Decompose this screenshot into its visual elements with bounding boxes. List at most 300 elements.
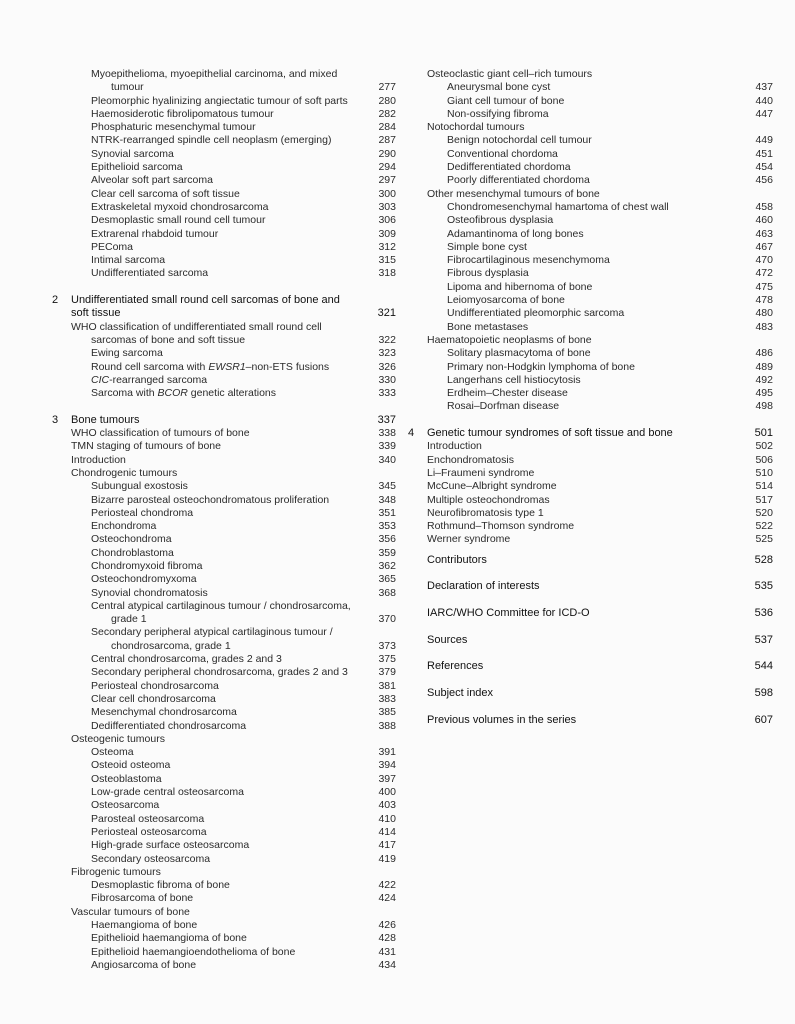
- toc-page-number: 463: [755, 227, 773, 240]
- toc-entry-title: chondrosarcoma, grade 1: [111, 639, 231, 652]
- toc-page-number: 492: [755, 373, 773, 386]
- toc-entry-title: Giant cell tumour of bone: [447, 94, 565, 107]
- toc-entry: [71, 600, 396, 613]
- toc-entry-title: Other mesenchymal tumours of bone: [427, 187, 600, 200]
- toc-entry-title: Adamantinoma of long bones: [447, 227, 584, 240]
- toc-entry-title: References: [427, 660, 484, 673]
- toc-page-number: 340: [378, 453, 396, 466]
- toc-entry-title: Chondromyxoid fibroma: [91, 559, 203, 572]
- toc-entry: [71, 653, 396, 666]
- toc-entry-title: Dedifferentiated chordoma: [447, 161, 571, 174]
- toc-entry-title: Osteoblastoma: [91, 772, 162, 785]
- toc-page-number: 388: [378, 719, 396, 732]
- toc-entry: [71, 454, 396, 467]
- toc-entry: [427, 533, 773, 546]
- toc-entry-title: Synovial sarcoma: [91, 147, 174, 160]
- toc-right-column: [408, 68, 773, 734]
- toc-entry: [427, 214, 773, 227]
- toc-entry: [71, 932, 396, 945]
- toc-page-number: 517: [755, 493, 773, 506]
- toc-page-number: 514: [755, 480, 773, 493]
- toc-entry-title: Central chondrosarcoma, grades 2 and 3: [91, 653, 282, 666]
- toc-entry: [71, 786, 396, 799]
- toc-page-number: 315: [378, 254, 396, 267]
- toc-page-number: 330: [378, 373, 396, 386]
- toc-entry-title: Introduction: [71, 453, 126, 466]
- toc-page-number: 510: [755, 466, 773, 479]
- toc-entry-title: Central atypical cartilaginous tumour / chondrosarcoma,: [91, 599, 351, 612]
- toc-page-number: 506: [755, 453, 773, 466]
- toc-page-number: 544: [754, 660, 773, 673]
- toc-entry: [71, 853, 396, 866]
- toc-entry-title: Osteofibrous dysplasia: [447, 214, 554, 227]
- toc-entry-title: Low-grade central osteosarcoma: [91, 786, 244, 799]
- toc-entry: [427, 161, 773, 174]
- toc-entry: [71, 201, 396, 214]
- toc-page-number: 379: [378, 666, 396, 679]
- toc-page-number: 385: [378, 706, 396, 719]
- toc-entry-title: Langerhans cell histiocytosis: [447, 373, 581, 386]
- toc-page-number: 353: [378, 520, 396, 533]
- toc-entry-title: Angiosarcoma of bone: [91, 958, 197, 971]
- toc-entry: [71, 813, 396, 826]
- toc-entry: [71, 946, 396, 959]
- toc-page-number: 428: [378, 932, 396, 945]
- toc-entry: [71, 587, 396, 600]
- chapter-number: 3: [52, 413, 59, 426]
- toc-entry-title: WHO classification of tumours of bone: [71, 427, 250, 440]
- toc-entry-title: Bone tumours: [71, 413, 140, 426]
- toc-entry: [71, 906, 396, 919]
- toc-entry: [427, 440, 773, 453]
- toc-entry-title: Secondary peripheral atypical cartilaginous tumour /: [91, 626, 333, 639]
- toc-page-number: 312: [378, 240, 396, 253]
- toc-page-number: 480: [755, 307, 773, 320]
- toc-page-number: 522: [755, 520, 773, 533]
- toc-entry-title: Parosteal osteosarcoma: [91, 812, 205, 825]
- toc-page-number: 321: [377, 307, 396, 320]
- toc-page-number: 300: [378, 187, 396, 200]
- toc-entry-title: Osteoclastic giant cell–rich tumours: [427, 68, 593, 80]
- toc-page-number: 417: [378, 839, 396, 852]
- toc-page-number: 383: [378, 692, 396, 705]
- toc-page-number: 449: [755, 134, 773, 147]
- toc-entry-title: Haematopoietic neoplasms of bone: [427, 333, 592, 346]
- toc-entry: [71, 241, 396, 254]
- toc-page-number: 456: [755, 174, 773, 187]
- toc-entry: [427, 307, 773, 320]
- toc-entry: [427, 201, 773, 214]
- toc-entry-title: Undifferentiated pleomorphic sarcoma: [447, 307, 625, 320]
- toc-page-number: 306: [378, 214, 396, 227]
- toc-entry: [427, 188, 773, 201]
- toc-entry-title: Alveolar soft part sarcoma: [91, 174, 213, 187]
- toc-entry: [427, 507, 773, 520]
- toc-entry-title: Contributors: [427, 553, 487, 566]
- toc-entry-title: Osteochondromyxoma: [91, 573, 197, 586]
- toc-page-number: 498: [755, 400, 773, 413]
- toc-entry: [71, 520, 396, 533]
- toc-entry: [71, 95, 396, 108]
- toc-entry-title: Epithelioid sarcoma: [91, 161, 183, 174]
- toc-entry-title: Chondrogenic tumours: [71, 466, 178, 479]
- toc-backmatter-entry: [427, 547, 773, 574]
- toc-entry-title: Secondary peripheral chondrosarcoma, grades 2 and 3: [91, 666, 348, 679]
- toc-entry-title: Mesenchymal chondrosarcoma: [91, 706, 237, 719]
- toc-entry: [71, 334, 396, 347]
- toc-entry-title: Epithelioid haemangioma of bone: [91, 932, 247, 945]
- toc-page-number: 607: [754, 713, 773, 726]
- toc-entry: [427, 454, 773, 467]
- toc-entry-title: Previous volumes in the series: [427, 713, 577, 726]
- toc-page-number: 470: [755, 254, 773, 267]
- toc-page-number: 373: [378, 639, 396, 652]
- toc-entry: [71, 254, 396, 267]
- toc-entry-title: Multiple osteochondromas: [427, 493, 550, 506]
- toc-entry-title: Haemosiderotic fibrolipomatous tumour: [91, 107, 274, 120]
- toc-entry-title: Undifferentiated small round cell sarcomas of bone and: [71, 294, 340, 307]
- toc-entry: [71, 188, 396, 201]
- toc-entry: [71, 626, 396, 639]
- toc-entry: [427, 228, 773, 241]
- toc-entry: [71, 467, 396, 480]
- toc-entry-title: Dedifferentiated chondrosarcoma: [91, 719, 247, 732]
- toc-page-number: 368: [378, 586, 396, 599]
- toc-entry: [427, 68, 773, 81]
- toc-page-number: 422: [378, 879, 396, 892]
- toc-entry: [427, 81, 773, 94]
- toc-entry-title: IARC/WHO Committee for ICD-O: [427, 607, 590, 620]
- toc-entry: [71, 440, 396, 453]
- toc-entry: [71, 613, 396, 626]
- toc-page-number: 478: [755, 294, 773, 307]
- toc-entry-title: Lipoma and hibernoma of bone: [447, 280, 593, 293]
- toc-entry: [427, 267, 773, 280]
- toc-page-number: 348: [378, 493, 396, 506]
- toc-entry-title: Notochordal tumours: [427, 121, 525, 134]
- toc-entry-title: Benign notochordal cell tumour: [447, 134, 592, 147]
- toc-entry-title: Haemangioma of bone: [91, 919, 198, 931]
- toc-entry-title: Sources: [427, 633, 468, 646]
- toc-entry: [71, 866, 396, 879]
- toc-backmatter-entry: [427, 653, 773, 680]
- toc-entry: [427, 361, 773, 374]
- toc-entry: [71, 494, 396, 507]
- toc-entry-title: Leiomyosarcoma of bone: [447, 294, 565, 307]
- toc-page-number: 528: [754, 553, 773, 566]
- toc-entry-title: Genetic tumour syndromes of soft tissue and bone: [427, 427, 673, 440]
- toc-entry-title: Myoepithelioma, myoepithelial carcinoma, and mixed: [91, 68, 338, 80]
- toc-entry-title: Epithelioid haemangioendothelioma of bone: [91, 945, 296, 958]
- toc-entry-title: Conventional chordoma: [447, 147, 558, 160]
- toc-entry-title: Periosteal osteosarcoma: [91, 825, 207, 838]
- toc-entry-title: Osteogenic tumours: [71, 732, 165, 745]
- toc-entry-title: Osteoma: [91, 746, 134, 759]
- toc-page-number: 337: [377, 413, 396, 426]
- toc-entry-title: Osteochondroma: [91, 533, 172, 546]
- toc-entry: [71, 81, 396, 94]
- toc-entry: [71, 533, 396, 546]
- toc-entry-title: Extraskeletal myxoid chondrosarcoma: [91, 200, 269, 213]
- toc-backmatter-entry: [427, 600, 773, 627]
- toc-page-number: 391: [378, 746, 396, 759]
- toc-entry: [427, 387, 773, 400]
- toc-page-number: 434: [378, 958, 396, 971]
- toc-entry-title: Subject index: [427, 687, 494, 700]
- toc-entry-title: Clear cell sarcoma of soft tissue: [91, 187, 240, 200]
- toc-page-number: 483: [755, 320, 773, 333]
- toc-entry: [71, 640, 396, 653]
- toc-entry: [71, 108, 396, 121]
- toc-entry-title: TMN staging of tumours of bone: [71, 440, 221, 453]
- toc-entry-title: Desmoplastic small round cell tumour: [91, 214, 266, 227]
- toc-entry-title: Phosphaturic mesenchymal tumour: [91, 121, 256, 134]
- toc-page-number: 322: [378, 333, 396, 346]
- toc-entry-title: Aneurysmal bone cyst: [447, 81, 551, 94]
- toc-entry-title: Chondromesenchymal hamartoma of chest wall: [447, 200, 669, 213]
- toc-page-number: 536: [754, 607, 773, 620]
- toc-page-number: 365: [378, 573, 396, 586]
- toc-entry: [427, 95, 773, 108]
- toc-entry: [427, 334, 773, 347]
- toc-page-number: 460: [755, 214, 773, 227]
- toc-page-number: 414: [378, 825, 396, 838]
- toc-entry-title: Periosteal chondrosarcoma: [91, 679, 219, 692]
- toc-page-number: 454: [755, 161, 773, 174]
- toc-entry-title: Bone metastases: [447, 320, 529, 333]
- toc-entry-title: Synovial chondromatosis: [91, 586, 208, 599]
- toc-page-number: 359: [378, 546, 396, 559]
- toc-entry-title: Fibrous dysplasia: [447, 267, 529, 280]
- toc-page-number: 370: [378, 613, 396, 626]
- toc-page-number: 303: [378, 200, 396, 213]
- chapter-number: 2: [52, 294, 59, 307]
- toc-page-number: 537: [754, 633, 773, 646]
- toc-page-number: 431: [378, 945, 396, 958]
- toc-entry-title: Round cell sarcoma with EWSR1–non-ETS fusions: [91, 360, 330, 373]
- toc-entry: [71, 826, 396, 839]
- toc-page-number: 458: [755, 200, 773, 213]
- toc-entry-title: Solitary plasmacytoma of bone: [447, 347, 591, 360]
- toc-entry-title: Werner syndrome: [427, 533, 511, 546]
- toc-page-number: 333: [378, 387, 396, 400]
- toc-entry: [71, 547, 396, 560]
- toc-entry: [71, 919, 396, 932]
- toc-entry-title: Intimal sarcoma: [91, 254, 166, 267]
- toc-section-heading: [52, 413, 396, 427]
- toc-section-heading: [408, 427, 773, 440]
- toc-entry-title: Fibrocartilaginous mesenchymoma: [447, 254, 610, 267]
- toc-entry-title: NTRK-rearranged spindle cell neoplasm (emerging): [91, 134, 332, 147]
- toc-entry-title: Rosai–Dorfman disease: [447, 400, 560, 413]
- toc-page-number: 467: [755, 240, 773, 253]
- toc-page-number: 338: [378, 427, 396, 440]
- toc-entry: [427, 281, 773, 294]
- toc-page-number: 451: [755, 147, 773, 160]
- toc-page-number: 403: [378, 799, 396, 812]
- toc-page-number: 362: [378, 559, 396, 572]
- toc-page-number: 351: [378, 506, 396, 519]
- toc-entry-title: tumour: [111, 81, 144, 94]
- toc-page-number: 598: [754, 687, 773, 700]
- toc-entry: [71, 720, 396, 733]
- toc-entry: [71, 374, 396, 387]
- toc-entry: [427, 254, 773, 267]
- toc-entry-title: Pleomorphic hyalinizing angiectatic tumour of soft parts: [91, 94, 348, 107]
- toc-page-number: 535: [754, 580, 773, 593]
- toc-page-number: 284: [378, 121, 396, 134]
- toc-entry-title: Introduction: [427, 440, 482, 453]
- toc-page-number: 356: [378, 533, 396, 546]
- toc-page-number: 381: [378, 679, 396, 692]
- toc-page-number: 339: [378, 440, 396, 453]
- toc-page-number: 297: [378, 174, 396, 187]
- toc-page-number: 502: [755, 440, 773, 453]
- toc-entry-title: Sarcoma with BCOR genetic alterations: [91, 387, 277, 400]
- toc-page-number: 400: [378, 786, 396, 799]
- toc-page-number: 472: [755, 267, 773, 280]
- toc-entry: [71, 773, 396, 786]
- toc-entry: [71, 507, 396, 520]
- toc-entry: [71, 387, 396, 400]
- toc-page-number: 375: [378, 653, 396, 666]
- toc-page-number: 326: [378, 360, 396, 373]
- toc-entry: [71, 121, 396, 134]
- toc-entry: [71, 680, 396, 693]
- toc-page-number: 397: [378, 772, 396, 785]
- toc-page-number: 486: [755, 347, 773, 360]
- toc-page-number: 447: [755, 107, 773, 120]
- toc-entry-title: Bizarre parosteal osteochondromatous proliferation: [91, 493, 330, 506]
- toc-entry: [427, 467, 773, 480]
- toc-entry: [427, 347, 773, 360]
- toc-page-number: 495: [755, 387, 773, 400]
- toc-entry: [71, 68, 396, 81]
- toc-entry: [71, 839, 396, 852]
- toc-section-heading: [52, 294, 396, 307]
- toc-section-heading: [71, 307, 396, 320]
- toc-entry-title: Enchondroma: [91, 520, 157, 533]
- toc-entry-title: Li–Fraumeni syndrome: [427, 466, 535, 479]
- toc-entry: [71, 799, 396, 812]
- toc-entry-title: Fibrogenic tumours: [71, 865, 161, 878]
- toc-backmatter-entry: [427, 680, 773, 707]
- toc-entry-title: grade 1: [111, 613, 147, 626]
- toc-entry-title: Neurofibromatosis type 1: [427, 506, 544, 519]
- chapter-number: 4: [408, 427, 415, 440]
- toc-page-number: 294: [378, 161, 396, 174]
- toc-page-number: 501: [754, 427, 773, 440]
- toc-entry-title: Desmoplastic fibroma of bone: [91, 879, 230, 892]
- toc-entry: [71, 560, 396, 573]
- toc-entry: [427, 374, 773, 387]
- toc-page-number: 437: [755, 81, 773, 94]
- toc-entry: [427, 134, 773, 147]
- toc-entry-title: Enchondromatosis: [427, 453, 514, 466]
- toc-entry: [71, 746, 396, 759]
- toc-page-number: 345: [378, 480, 396, 493]
- toc-entry: [427, 520, 773, 533]
- toc-entry: [71, 892, 396, 905]
- toc-page-number: 426: [378, 919, 396, 931]
- toc-page-number: 282: [378, 107, 396, 120]
- toc-entry: [71, 161, 396, 174]
- toc-entry-title: Non-ossifying fibroma: [447, 107, 549, 120]
- toc-page-number: 410: [378, 812, 396, 825]
- toc-entry: [71, 959, 396, 972]
- toc-entry-title: Periosteal chondroma: [91, 506, 194, 519]
- toc-entry: [71, 666, 396, 679]
- toc-entry-title: Undifferentiated sarcoma: [91, 267, 209, 280]
- toc-backmatter-entry: [427, 573, 773, 600]
- section-spacer: [71, 281, 396, 294]
- toc-entry: [71, 321, 396, 334]
- toc-entry: [71, 879, 396, 892]
- toc-entry-title: Primary non-Hodgkin lymphoma of bone: [447, 360, 635, 373]
- toc-entry-title: Osteosarcoma: [91, 799, 160, 812]
- toc-entry: [71, 361, 396, 374]
- toc-entry: [71, 174, 396, 187]
- toc-entry: [71, 228, 396, 241]
- toc-page-number: 318: [378, 267, 396, 280]
- toc-entry: [71, 214, 396, 227]
- toc-entry: [71, 480, 396, 493]
- toc-page-number: 525: [755, 533, 773, 546]
- toc-entry: [427, 480, 773, 493]
- toc-page-number: 280: [378, 94, 396, 107]
- toc-entry-title: Fibrosarcoma of bone: [91, 892, 194, 905]
- toc-entry-title: Ewing sarcoma: [91, 347, 163, 360]
- toc-page-number: 277: [378, 81, 396, 94]
- toc-entry-title: Declaration of interests: [427, 580, 540, 593]
- toc-entry: [71, 693, 396, 706]
- toc-entry: [427, 108, 773, 121]
- toc-entry-title: Osteoid osteoma: [91, 759, 171, 772]
- toc-entry-title: Rothmund–Thomson syndrome: [427, 520, 575, 533]
- toc-entry: [427, 148, 773, 161]
- section-spacer: [427, 414, 773, 427]
- toc-entry-title: Extrarenal rhabdoid tumour: [91, 227, 219, 240]
- toc-entry-title: Chondroblastoma: [91, 546, 174, 559]
- toc-entry: [71, 148, 396, 161]
- toc-entry-title: Clear cell chondrosarcoma: [91, 692, 216, 705]
- toc-entry: [71, 733, 396, 746]
- toc-entry-title: High-grade surface osteosarcoma: [91, 839, 250, 852]
- toc-page-number: 394: [378, 759, 396, 772]
- toc-entry: [427, 321, 773, 334]
- toc-entry-title: soft tissue: [71, 307, 121, 320]
- toc-entry-title: Subungual exostosis: [91, 480, 188, 493]
- toc-entry: [427, 400, 773, 413]
- toc-left-column: [52, 68, 396, 972]
- toc-entry: [427, 174, 773, 187]
- toc-entry-title: McCune–Albright syndrome: [427, 480, 557, 493]
- toc-entry: [71, 759, 396, 772]
- toc-entry-title: Vascular tumours of bone: [71, 905, 190, 918]
- toc-page-number: 419: [378, 852, 396, 865]
- toc-backmatter-entry: [427, 627, 773, 654]
- toc-entry-title: WHO classification of undifferentiated small round cell: [71, 320, 322, 333]
- toc-page-number: 309: [378, 227, 396, 240]
- toc-entry: [427, 241, 773, 254]
- toc-entry-title: Poorly differentiated chordoma: [447, 174, 590, 187]
- toc-entry-title: CIC-rearranged sarcoma: [91, 373, 208, 386]
- toc-entry: [71, 573, 396, 586]
- toc-page-number: 290: [378, 147, 396, 160]
- toc-entry-title: PEComa: [91, 240, 134, 253]
- toc-backmatter-entry: [427, 707, 773, 734]
- toc-entry: [427, 121, 773, 134]
